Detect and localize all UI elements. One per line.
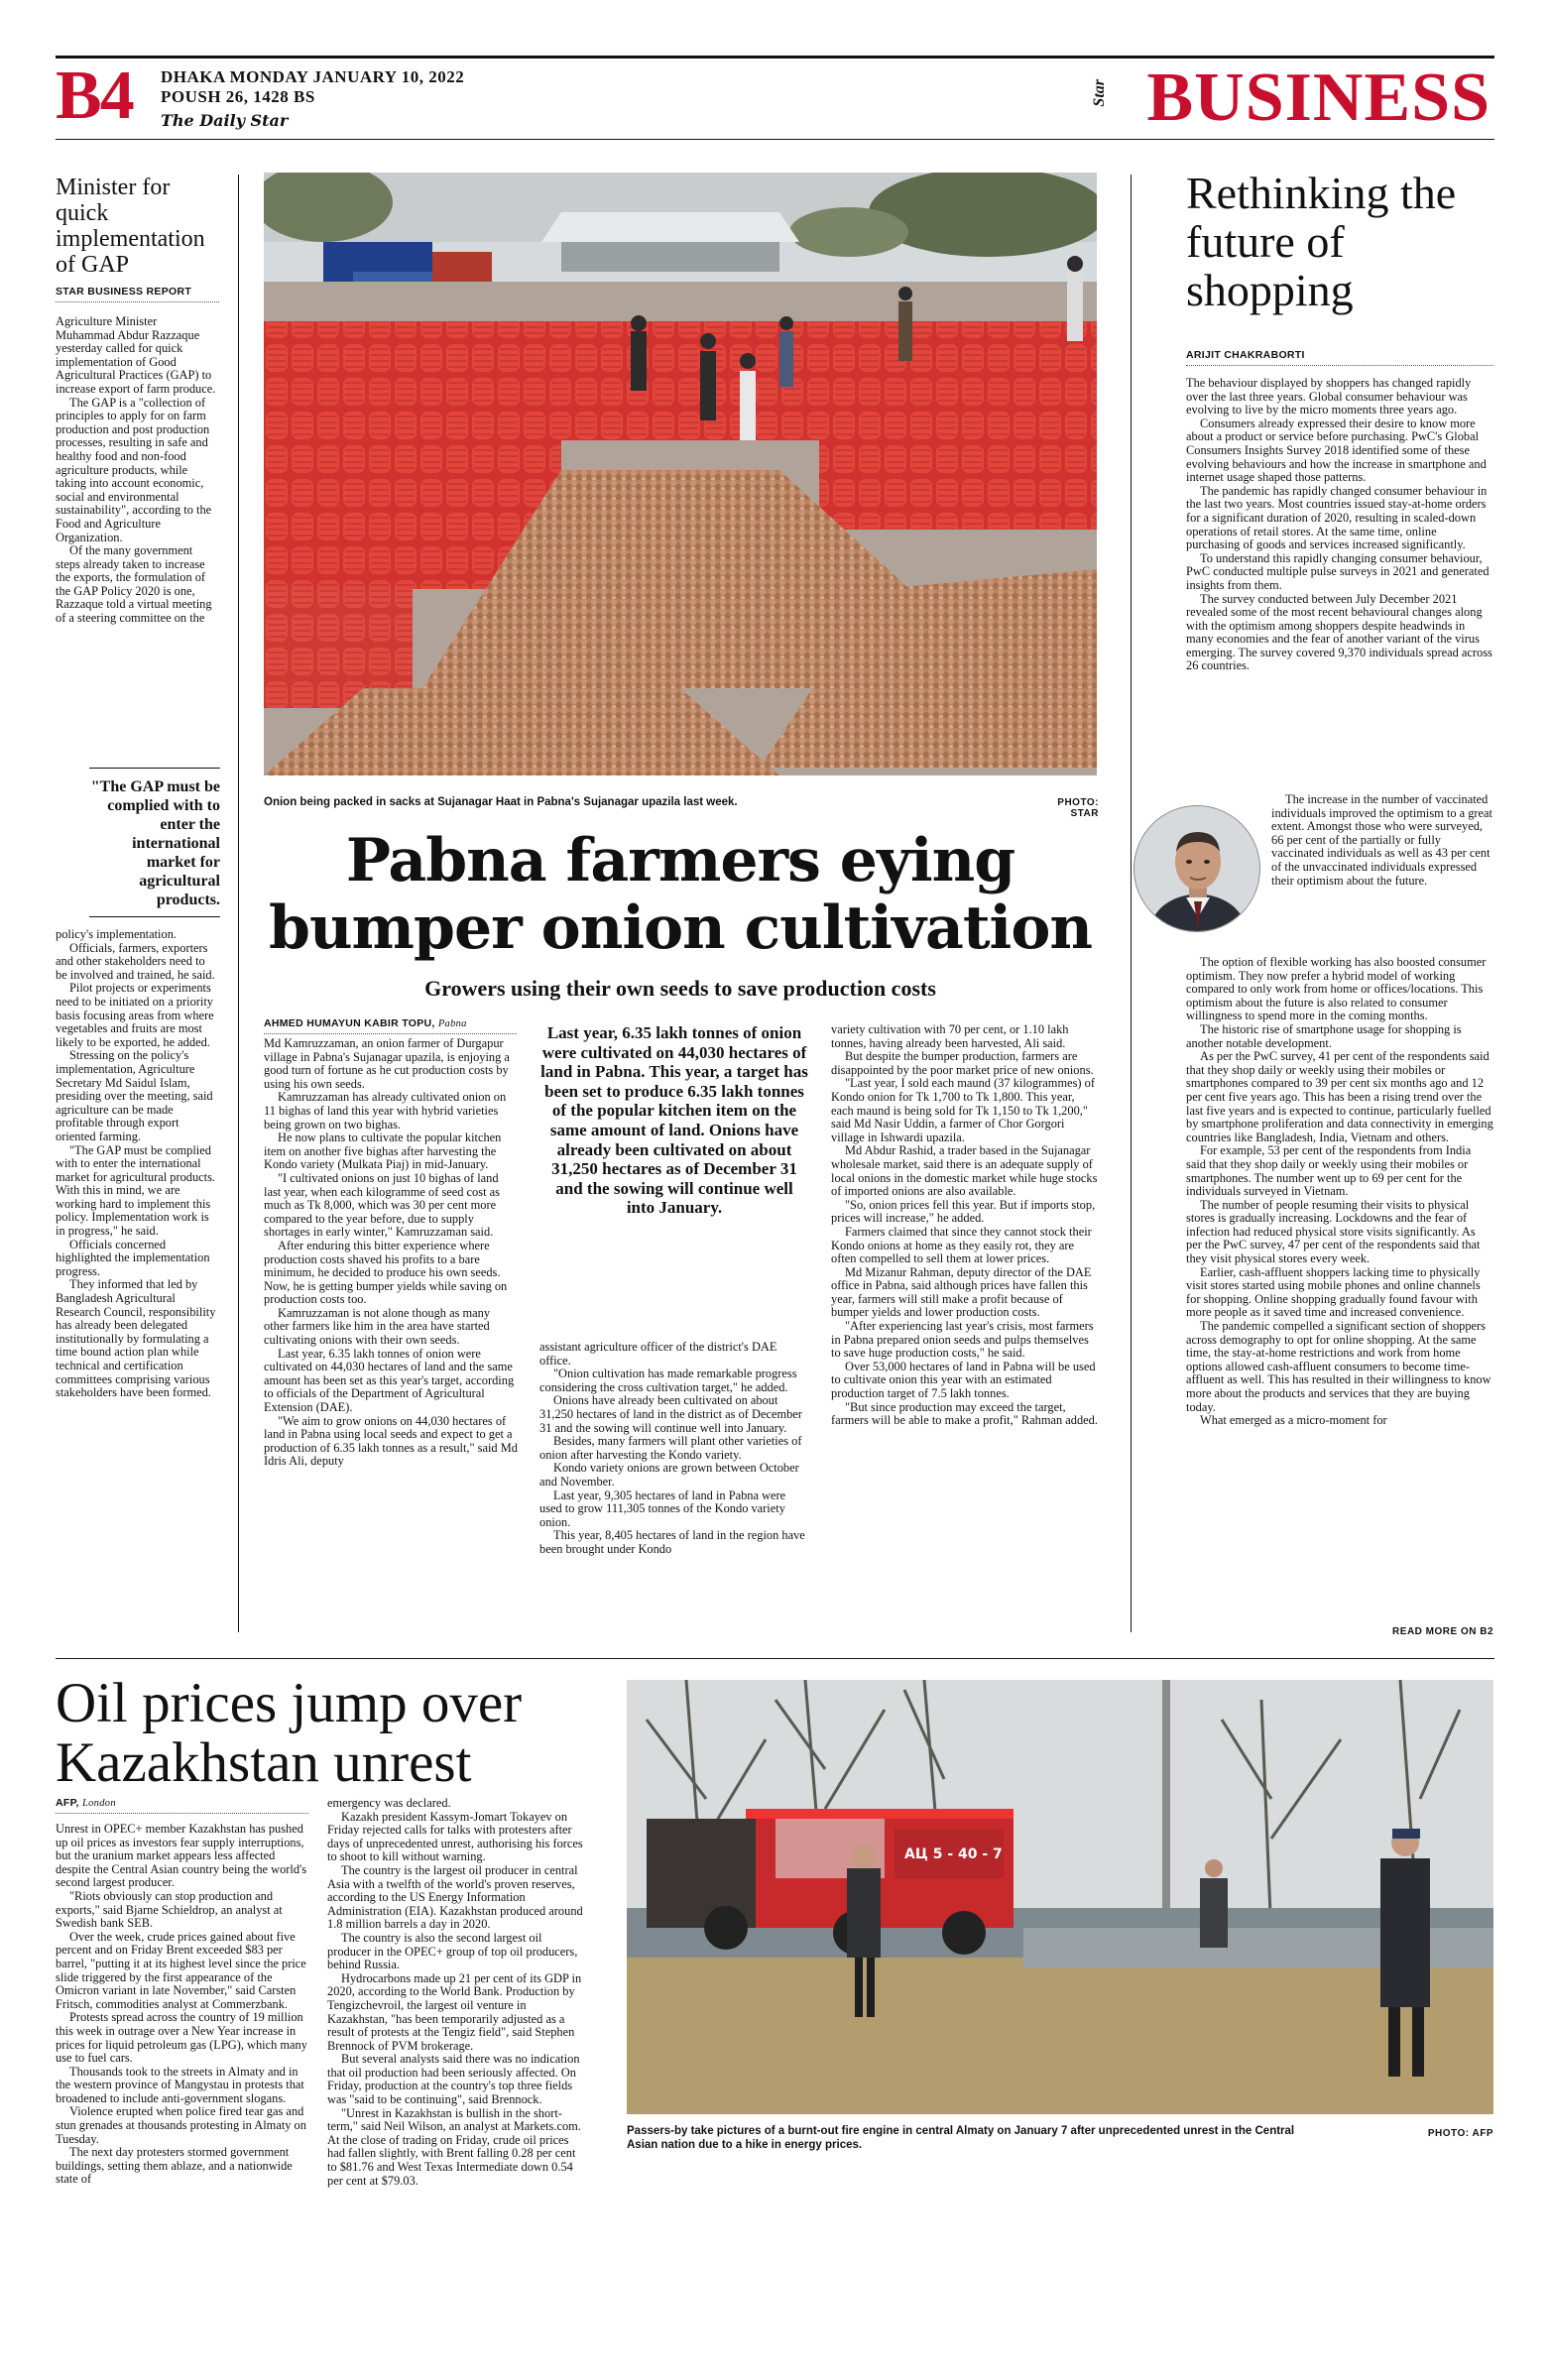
dateline-date: DHAKA MONDAY JANUARY 10, 2022 — [161, 67, 465, 86]
onion-paragraph: Kondo variety onions are grown between October and November. — [539, 1461, 799, 1488]
oil-paragraph: Violence erupted when police fired tear gas and stun grenades at thousands protesting in Almaty on Tuesday. — [56, 2104, 306, 2146]
section-divider — [56, 1658, 1494, 1659]
oil-paragraph: "Unrest in Kazakhstan is bullish in the short-term," said Neil Wilson, an analyst at Markets.com. At the close of trading on Friday, crude oil prices had fallen slightly, with Brent falling 0.28 per cent to $81.76 and West Texas Intermediate down 0.54 per cent at $79.03. — [327, 2105, 581, 2188]
onion-paragraph: But despite the bumper production, farmers are disappointed by the poor market price of new onions. — [831, 1049, 1094, 1077]
gap-quote-rule-bottom — [89, 916, 220, 917]
gap-byline: STAR BUSINESS REPORT — [56, 286, 219, 302]
shopping-paragraph: The historic rise of smartphone usage for shopping is another notable development. — [1186, 1021, 1462, 1050]
almaty-street-illustration — [627, 1680, 1493, 2114]
shopping-paragraph: The increase in the number of vaccinated individuals improved the optimism to a great extent. Amongst those who were surveyed, 66 per cent of the partially or fully vaccinated individuals as well as 43 per cent of the unvaccinated individuals expressed their optimism about the future. — [1271, 792, 1492, 888]
gap-body-bottom — [56, 928, 219, 1400]
oil-paragraph: emergency was declared. — [327, 1796, 451, 1810]
onion-paragraph: Over 53,000 hectares of land in Pabna will be used to cultivate onion this year with an estimated production target of 7.5 lakh tonnes. — [831, 1359, 1096, 1401]
shopping-paragraph: For example, 53 per cent of the respondents from India said that they shop daily or weekly using their mobiles or smartphones. The number went up to 69 per cent for the individuals surveyed in Vietnam. — [1186, 1143, 1472, 1199]
oil-headline — [56, 1674, 611, 1793]
onion-column-2 — [539, 1341, 809, 1557]
onion-paragraph: Md Kamruzzaman, an onion farmer of Durgapur village in Pabna's Sujanagar upazila, is enjoying a good turn of fortune as he cut production costs by using his own seeds. — [264, 1036, 510, 1091]
onion-paragraph: variety cultivation with 70 per cent, or 1.10 lakh tonnes, having already been harvested, Ali said. — [831, 1022, 1069, 1050]
onion-photo-caption: Onion being packed in sacks at Sujanagar Haat in Pabna's Sujanagar upazila last week. — [264, 796, 738, 808]
shopping-paragraph: As per the PwC survey, 41 per cent of the respondents said that they shop daily or weekly using their mobiles or smartphones compared to 39 per cent six months ago and 12 per cent five years ago. This has been a rising trend over the last five years and is expected to continue, particularly fuelled by smartphone proliferation and data connectivity in emerging countries like Bangladesh, India, Vietnam and others. — [1186, 1049, 1493, 1144]
onion-paragraph: He now plans to cultivate the popular kitchen item on another five bighas after harvesting the Kondo variety (Mulkata Piaj) in mid-January. — [264, 1130, 502, 1172]
shopping-wrap-text — [1271, 793, 1493, 888]
oil-paragraph: Hydrocarbons made up 21 per cent of its GDP in 2020, according to the World Bank. Production by Tengizchevroil, the largest oil venture in Kazakhstan, "has been temporarily adjusted as a result of protests at the Tengiz field", said Stephen Brennock of PVM brokerage. — [327, 1970, 582, 2053]
onion-byline — [264, 1017, 517, 1034]
onion-paragraph: Kamruzzaman has already cultivated onion on 11 bighas of land this year with hybrid varieties being grown on two bighas. — [264, 1090, 507, 1131]
gap-paragraph: Officials concerned highlighted the implementation progress. — [56, 1237, 210, 1278]
shopping-paragraph: The survey conducted between July December 2021 revealed some of the most recent behavioural changes along with the optimism among shoppers despite headwinds in many economies and the fear of another variant of the virus emerging. The survey covered 9,370 individuals spread across 26 countries. — [1186, 591, 1492, 673]
onion-paragraph: "So, onion prices fell this year. But if imports stop, prices will increase," he added. — [831, 1197, 1096, 1226]
onion-photo-credit: PHOTO: STAR — [1057, 797, 1099, 819]
shopping-body-top — [1186, 377, 1493, 673]
masthead-top-rule — [56, 56, 1494, 59]
onion-paragraph: Last year, 9,305 hectares of land in Pabna were used to grow 111,305 tonnes of the Kondo variety onion. — [539, 1488, 786, 1529]
onion-paragraph: "Last year, I sold each maund (37 kilogrammes) of Kondo onion for Tk 1,700 to Tk 1,800. This year, each maund is being sold for Tk 1,150 to Tk 1,200," said Md Nasir Uddin, a farmer of Chor Gorgori village in Ishwardi upazila. — [831, 1076, 1095, 1144]
truck-plate-text: АЦ 5 - 40 - 7 — [904, 1846, 1003, 1862]
gap-paragraph: They informed that led by Bangladesh Agricultural Research Council, responsibility has already been delegated institutionally by formulating a time bound action plan while technical and certification committees comprising various stakeholders have been formed. — [56, 1277, 216, 1400]
almaty-photo-credit: PHOTO: AFP — [1427, 2128, 1493, 2139]
burnt-fire-engine-photo — [627, 1680, 1493, 2114]
shopping-paragraph: The pandemic compelled a significant section of shoppers across demography to opt for online shopping. At the same time, the stay-at-home restrictions and work from home options allowed cash-affluent consumers to become time-affluent as well. This has resulted in their willingness to know more about the products and services that they are buying today. — [1186, 1319, 1491, 1414]
oil-paragraph: Protests spread across the country of 19 million this week in outrage over a New Year increase in prices for liquid petroleum gas (LPG), which many use to fuel cars. — [56, 2010, 307, 2066]
gap-headline: Minister for quick implementation of GAP — [56, 175, 205, 278]
onion-paragraph: Md Mizanur Rahman, deputy director of the DAE office in Pabna, said although prices have fallen this year, farmers will still make a profit because of bumper yields and lower production costs. — [831, 1264, 1092, 1320]
shopping-read-more: READ MORE ON B2 — [1392, 1626, 1493, 1637]
section-prefix: Star — [1091, 79, 1108, 107]
onion-paragraph: This year, 8,405 hectares of land in the region have been brought under Kondo — [539, 1528, 805, 1556]
gap-paragraph: Stressing on the policy's implementation, Agriculture Secretary Md Saidul Islam, presiding over the meeting, said agriculture can be made profitable through export oriented farming. — [56, 1048, 213, 1143]
shopping-paragraph: To understand this rapidly changing consumer behaviour, PwC conducted multiple pulse surveys in 2021 and generated insights from them. — [1186, 550, 1490, 592]
shopping-paragraph: What emerged as a micro-moment for — [1200, 1413, 1387, 1428]
dateline — [161, 67, 464, 107]
oil-column-2 — [327, 1797, 587, 2188]
shopping-paragraph: Earlier, cash-affluent shoppers lacking time to physically visit stores started using mobile phones and online channels for shopping. Online shopping gradually found favour with more people as it saved time and increased convenience. — [1186, 1264, 1481, 1320]
masthead-bottom-rule — [56, 139, 1494, 140]
onion-column-3 — [831, 1023, 1099, 1428]
onion-market-photo — [264, 173, 1097, 775]
onion-headline — [264, 827, 1097, 962]
gap-paragraph: Officials, farmers, exporters and other stakeholders need to be involved and trained, he said. — [56, 940, 215, 982]
onion-paragraph: assistant agriculture officer of the district's DAE office. — [539, 1340, 777, 1368]
gap-body-top — [56, 315, 219, 626]
oil-paragraph: Kazakh president Kassym-Jomart Tokayev on Friday rejected calls for talks with protesters after days of unprecedented unrest, authorising his forces to shoot to kill without warning. — [327, 1809, 583, 1864]
shopping-paragraph: The option of flexible working has also boosted consumer optimism. They now prefer a hybrid model of working compared to only work from home or offices/locations. This optimism about the future is also related to consumer willingness to spend more in the coming months. — [1186, 955, 1487, 1023]
oil-paragraph: The country is also the second largest oil producer in the OPEC+ group of top oil producers, behind Russia. — [327, 1930, 578, 1972]
author-portrait-illustration — [1134, 806, 1260, 932]
onion-paragraph: Onions have already been cultivated on about 31,250 hectares of land in the district as of December 31 and the sowing will continue well into January. — [539, 1393, 802, 1435]
onion-paragraph: "But since production may exceed the target, farmers will be able to make a profit," Rahman added. — [831, 1399, 1098, 1428]
onion-paragraph: Kamruzzaman is not alone though as many other farmers like him in the area have started cultivating onions with their own seeds. — [264, 1305, 491, 1348]
onion-pull-quote: Last year, 6.35 lakh tonnes of onion were cultivated on 44,030 hectares of land in Pabna. This year, a target has been set to produce 6.35 lakh tonnes of the popular kitchen item on the same amount of land. Onions have already been cultivated on about 31,250 hectares as of December 31 and the sowing will continue well into January. — [540, 1023, 808, 1218]
gap-paragraph: Of the many government steps already taken to increase the exports, the formulation of the GAP Policy 2020 is one, Razzaque told a virtual meeting of a steering committee on the — [56, 543, 212, 626]
oil-paragraph: Over the week, crude prices gained about five percent and on Friday Brent exceeded $83 per barrel, "putting it at its highest level since the price slide triggered by the first appearance of the Omicron variant in late November," said Carsten Fritsch, commodities analyst at Commerzbank. — [56, 1929, 306, 2011]
oil-paragraph: Thousands took to the streets in Almaty and in the western province of Mangystau in protests that broadened to include anti-government slogans. — [56, 2064, 304, 2105]
onion-headline-line: bumper onion cultivation — [268, 893, 1092, 963]
column-divider — [1131, 175, 1132, 1632]
gap-paragraph: The GAP is a "collection of principles to apply for on farm production and post production processes, resulting in safe and healthy food and non-food agriculture products, while taking into account economic, social and environmental sustainability", according to the Food and Agriculture Organization. — [56, 395, 212, 544]
shopping-paragraph: Consumers already expressed their desire to know more about a product or service before purchasing. PwC's Global Consumers Insights Survey 2018 identified some of these evolving behaviours and how the increase in smartphone and internet usage shaped those patterns. — [1186, 416, 1487, 485]
onion-byline-place: Pabna — [437, 1018, 467, 1029]
onion-subhead: Growers using their own seeds to save production costs — [424, 976, 936, 1001]
onion-paragraph: "I cultivated onions on just 10 bighas of land last year, when each kilogramme of seed cost as much as Tk 8,000, which was 30 per cent more compared to the year before, due to supply shortages in early winter," Kamruzzaman said. — [264, 1170, 500, 1240]
gap-paragraph: "The GAP must be complied with to enter the international market for agricultural products. With this in mind, we are working hard to implement this policy. Implementation work is in progress," he said. — [56, 1142, 216, 1239]
oil-byline-author: AFP, — [56, 1797, 79, 1809]
onion-headline-line: Pabna farmers eying — [345, 826, 1015, 895]
shopping-paragraph: The pandemic has rapidly changed consumer behaviour in the last two years. Most countries issued stay-at-home orders for a significant duration of 2020, resulting in scaled-down operations of retail stores. At the same time, online purchasing of goods and services increased significantly. — [1186, 483, 1488, 552]
oil-headline-line: Kazakhstan unrest — [56, 1731, 472, 1794]
oil-byline — [56, 1797, 308, 1814]
shopping-paragraph: The number of people resuming their visits to physical stores is gradually increasing. Lockdowns and the fear of infection had reduced physical store visits significantly. As per the PwC survey, 47 per cent of the respondents said that they visit physical stores every week. — [1186, 1197, 1481, 1266]
almaty-photo-caption: Passers-by take pictures of a burnt-out fire engine in central Almaty on January 7 after unprecedented unrest in the Central Asian nation due to a hike in energy prices. — [627, 2125, 1295, 2151]
onion-paragraph: Farmers claimed that since they cannot stock their Kondo onions at home as they easily rot, they are often compelled to sell them at lower prices. — [831, 1224, 1092, 1266]
oil-column-1 — [56, 1823, 309, 2187]
page-number: B4 — [56, 58, 133, 134]
oil-headline-line: Oil prices jump over — [56, 1672, 523, 1734]
paper-logo: The Daily Star — [161, 111, 289, 130]
oil-paragraph: The next day protesters stormed government buildings, setting them ablaze, and a nationwide state of — [56, 2145, 293, 2187]
gap-paragraph: Agriculture Minister Muhammad Abdur Razzaque yesterday called for quick implementation of Good Agricultural Practices (GAP) to increase export of farm produce. — [56, 314, 216, 396]
onion-paragraph: "Onion cultivation has made remarkable progress considering the cross cultivation target," he added. — [539, 1367, 797, 1394]
column-divider — [238, 175, 239, 1632]
shopping-headline: Rethinking the future of shopping — [1186, 168, 1457, 315]
onion-paragraph: Md Abdur Rashid, a trader based in the Sujanagar wholesale market, said there is an adequate supply of local onions in the domestic market while huge stocks of imported onions are also available. — [831, 1143, 1098, 1199]
gap-pull-quote: "The GAP must be complied with to enter the international market for agricultural products. — [90, 778, 220, 908]
onion-column-1 — [264, 1037, 518, 1469]
onion-paragraph: Besides, many farmers will plant other varieties of onion after harvesting the Kondo variety. — [539, 1434, 802, 1462]
shopping-paragraph: The behaviour displayed by shoppers has changed rapidly over the last three years. Global consumer behaviour was evolving to live by the micro moments three years ago. — [1186, 376, 1472, 417]
onion-paragraph: After enduring this bitter experience where production costs shaved his profits to a bare minimum, he decided to produce his own seeds. Now, he is getting bumper yields while saving on production costs too. — [264, 1238, 508, 1307]
dateline-bangla-date: POUSH 26, 1428 BS — [161, 87, 315, 106]
oil-paragraph: "Riots obviously can stop production and exports," said Bjarne Schieldrop, an analyst at Swedish bank SEB. — [56, 1888, 283, 1931]
gap-quote-rule — [89, 768, 220, 769]
onion-market-illustration — [264, 173, 1097, 775]
oil-paragraph: The country is the largest oil producer in central Asia with a twelfth of the world's proven reserves, according to the US Energy Information Administration (EIA). Kazakhstan produced around 1.8 million barrels a day in 2020. — [327, 1862, 583, 1932]
oil-byline-place: London — [81, 1798, 116, 1809]
oil-paragraph: Unrest in OPEC+ member Kazakhstan has pushed up oil prices as investors fear supply interruptions, but the uranium market appears less affected despite the Central Asian country being the world's second largest producer. — [56, 1822, 307, 1890]
oil-paragraph: But several analysts said there was no indication that oil production had been seriously affected. On Friday, production at the country's top three fields was "said to be continuing", said Brennock. — [327, 2052, 580, 2107]
onion-paragraph: "After experiencing last year's crisis, most farmers in Pabna prepared onion seeds and pulps themselves to save huge production costs," he said. — [831, 1319, 1094, 1361]
section-title: BUSINESS — [1146, 60, 1490, 136]
onion-paragraph: Last year, 6.35 lakh tonnes of onion were cultivated on 44,030 hectares of land and the same amount has been set as this year's target, according to officials of the Department of Agricultural Extension (DAE). — [264, 1346, 515, 1415]
gap-paragraph: policy's implementation. — [56, 927, 177, 941]
shopping-byline: ARIJIT CHAKRABORTI — [1186, 349, 1493, 366]
gap-paragraph: Pilot projects or experiments need to be initiated on a priority basis focusing areas from where vegetables and fruits are most likely to be exported, he added. — [56, 981, 214, 1049]
onion-byline-author: AHMED HUMAYUN KABIR TOPU, — [264, 1017, 435, 1029]
author-portrait — [1133, 805, 1260, 932]
onion-paragraph: "We aim to grow onions on 44,030 hectares of land in Pabna using local seeds and expect to get a production of 6.35 lakh tonnes as a result," said Md Idris Ali, deputy — [264, 1413, 518, 1469]
shopping-body-bottom — [1186, 956, 1493, 1428]
